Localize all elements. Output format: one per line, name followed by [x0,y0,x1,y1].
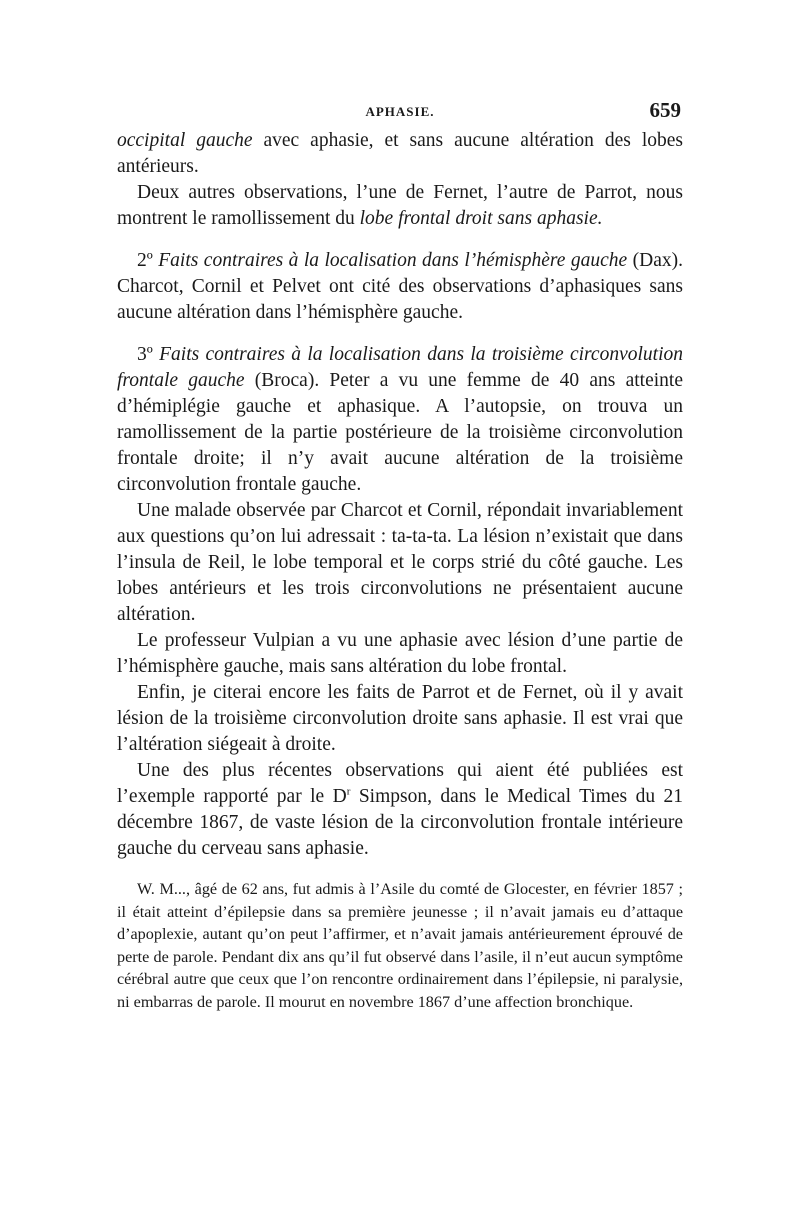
running-head [117,98,683,128]
paragraph-vulpian: Le professeur Vulpian a vu une aphasie avec lésion d’une partie de l’hémisphère gauche, mais sans altération du lobe frontal. [117,630,683,677]
section-2-title: Faits contraires à la localisation dans l’hémisphère gauche [158,250,628,271]
section-3-text: (Broca). Peter a vu une femme de 40 ans atteinte d’hémiplégie gauche et aphasique. A l’autopsie, on trouva un ramollissement de la partie postérieure de la troisième circonvolution frontale droite; il n’y avait aucune altération de la troisième circonvolution frontale gauche. [117,370,683,495]
paragraph-simpson-text: Une des plus récentes observations qui aient été publiées est l’exemple rapporté par le D [117,760,683,807]
section-3-heading-paragraph [117,342,683,498]
section-2-heading-paragraph [117,248,683,326]
section-2-number: 2º [137,250,159,271]
running-title: APHASIE. [365,104,435,119]
paragraph-simpson [117,758,683,862]
paragraph-occipital [117,128,683,180]
paragraph-fernet-parrot [117,180,683,232]
paragraph-occipital-text: avec aphasie, et sans aucune altération des lobes antérieurs. [117,130,683,177]
section-3-number: 3º [137,344,160,365]
section-2-text: (Dax). Charcot, Cornil et Pelvet ont cité des observations d’aphasiques sans aucune altération dans l’hémisphère gauche. [117,250,683,323]
paragraph-charcot-cornil: Une malade observée par Charcot et Cornil, répondait invariablement aux questions qu’on lui adressait : ta-ta-ta. La lésion n’existait que dans l’insula de Reil, le lobe temporal et le corps strié du côté gauche. Les lobes antérieurs et les trois circonvolutions ne présentaient aucune altération. [117,500,683,625]
emphasis-lobe-frontal: lobe frontal droit sans aphasie. [359,208,603,229]
superscript-r: r [346,785,351,798]
emphasis-occipital-gauche: occipital gauche [117,130,253,151]
paragraph-simpson-rest: Simpson, dans le Medical Times du 21 décembre 1867, de vaste lésion de la circonvolution frontale intérieure gauche du cerveau sans aphasie. [117,786,684,859]
paragraph-enfin: Enfin, je citerai encore les faits de Parrot et de Fernet, où il y avait lésion de la troisième circonvolution droite sans aphasie. Il est vrai que l’altération siégeait à droite. [117,682,683,755]
book-page [117,98,683,1014]
paragraph-fernet-parrot-text: Deux autres observations, l’une de Fernet, l’autre de Parrot, nous montrent le ramollissement du [117,182,683,229]
case-note: W. M..., âgé de 62 ans, fut admis à l’Asile du comté de Glocester, en février 1857 ; il était atteint d’épilepsie dans sa première jeunesse ; il n’avait jamais eu d’attaque d’apoplexie, autant qu’on peut l’affirmer, et n’avait jamais antérieurement éprouvé de perte de parole. Pendant dix ans qu’il fut observé dans l’asile, il n’eut aucun symptôme cérébral autre que ceux que l’on rencontre ordinairement dans l’épilepsie, ni paralysie, ni embarras de parole. Il mourut en novembre 1867 d’une affection bronchique. [117,880,683,1011]
section-3-title: Faits contraires à la localisation dans la troisième circonvolution frontale gauche [117,344,683,391]
page-number: 659 [649,98,681,122]
